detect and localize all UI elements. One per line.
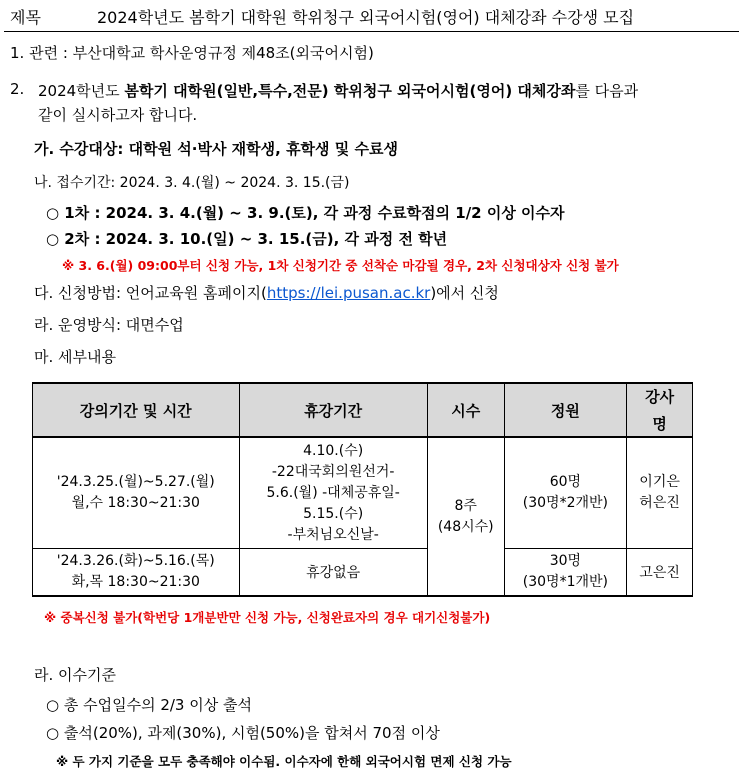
- period-time: 월,수 18:30~21:30: [71, 495, 200, 511]
- table-row: [33, 437, 693, 549]
- capacity-cell: [504, 437, 627, 549]
- item-1-related: 1. 관련 : 부산대학교 학사운영규정 제48조(외국어시험): [10, 44, 374, 62]
- title-row: [4, 0, 739, 32]
- item-2-line1: [38, 80, 638, 101]
- notice-duplicate: ※ 중복신청 불가(학번당 1개분반만 신청 가능, 신청완료자의 경우 대기신청불가): [44, 610, 491, 625]
- item-2-post: 를 다음과: [575, 82, 639, 100]
- capacity-detail: (30명*1개반): [522, 574, 608, 590]
- document-title: 2024학년도 봄학기 대학원 학위청구 외국어시험(영어) 대체강좌 수강생 모집: [97, 8, 635, 27]
- item-2-line2: 같이 실시하고자 합니다.: [38, 106, 198, 124]
- operation-method: 라. 운영방식: 대면수업: [34, 316, 184, 334]
- notice-criteria: ※ 두 가지 기준을 모두 충족해야 이수됨. 이수자에 한해 외국어시험 면제 신청 가능: [56, 754, 512, 769]
- holiday-line: -22대국회의원선거-: [271, 463, 395, 480]
- instructor-cell: [627, 437, 693, 549]
- application-period: 나. 접수기간: 2024. 3. 4.(월) ~ 2024. 3. 15.(금): [34, 175, 350, 191]
- period-cell: [33, 549, 240, 597]
- notice-registration: ※ 3. 6.(월) 09:00부터 신청 가능, 1차 신청기간 중 선착순 마감될 경우, 2차 신청대상자 신청 불가: [62, 258, 619, 273]
- method-pre: 다. 신청방법: 언어교육원 홈페이지(: [34, 284, 267, 302]
- application-method: [34, 282, 499, 303]
- period-time: 화,목 18:30~21:30: [71, 574, 200, 590]
- period-cell: [33, 437, 240, 549]
- capacity-detail: (30명*2개반): [522, 495, 608, 511]
- period-dates: '24.3.25.(월)~5.27.(월): [56, 474, 215, 490]
- target-audience: 가. 수강대상: 대학원 석·박사 재학생, 휴학생 및 수료생: [34, 140, 398, 158]
- period-dates: '24.3.26.(화)~5.16.(목): [56, 553, 215, 569]
- holiday-line: 5.15.(수): [303, 505, 364, 522]
- holiday-line: 5.6.(월) -대체공휴일-: [266, 484, 400, 501]
- capacity-total: 30명: [549, 553, 582, 569]
- instructor-cell: 고은진: [627, 549, 693, 597]
- criteria-attendance: ○ 총 수업일수의 2/3 이상 출석: [46, 696, 252, 714]
- holidays-cell: 휴강없음: [239, 549, 427, 597]
- holiday-line: -부처님오신날-: [287, 526, 379, 543]
- holidays-cell: [239, 437, 427, 549]
- hours-total: (48시수): [437, 518, 494, 535]
- round-1: ○ 1차 : 2024. 3. 4.(월) ~ 3. 9.(토), 각 과정 수료학점의 1/2 이상 이수자: [46, 204, 565, 222]
- instructor-name: 허은진: [639, 495, 680, 511]
- col-instructor-line2: 명: [652, 415, 667, 433]
- col-holidays: 휴강기간: [239, 383, 427, 437]
- capacity-cell: [504, 549, 627, 597]
- capacity-total: 60명: [549, 474, 582, 490]
- round-2: ○ 2차 : 2024. 3. 10.(일) ~ 3. 15.(금), 각 과정 전 학년: [46, 230, 448, 248]
- col-instructor-line1: 강사: [645, 388, 675, 406]
- table-row: [33, 549, 693, 597]
- item-2-pre: 2024학년도: [38, 82, 125, 100]
- title-label: 제목: [10, 8, 41, 27]
- method-post: )에서 신청: [430, 284, 499, 302]
- hours-weeks: 8주: [454, 497, 477, 514]
- criteria-score: ○ 출석(20%), 과제(30%), 시험(50%)을 합쳐서 70점 이상: [46, 724, 440, 742]
- instructor-name: 이기은: [639, 474, 680, 490]
- lei-website-link[interactable]: https://lei.pusan.ac.kr: [266, 284, 431, 302]
- col-period: 강의기간 및 시간: [33, 383, 240, 437]
- details-heading: 마. 세부내용: [34, 348, 116, 366]
- hours-cell: [427, 437, 504, 596]
- item-2-bold: 봄학기 대학원(일반,특수,전문) 학위청구 외국어시험(영어) 대체강좌: [124, 82, 576, 100]
- col-capacity: 정원: [504, 383, 627, 437]
- col-hours: 시수: [427, 383, 504, 437]
- col-instructor: [627, 383, 693, 437]
- item-2-number: 2.: [10, 80, 25, 98]
- course-schedule-table: [32, 382, 693, 597]
- completion-criteria-heading: 라. 이수기준: [34, 666, 116, 684]
- holiday-line: 4.10.(수): [303, 442, 364, 459]
